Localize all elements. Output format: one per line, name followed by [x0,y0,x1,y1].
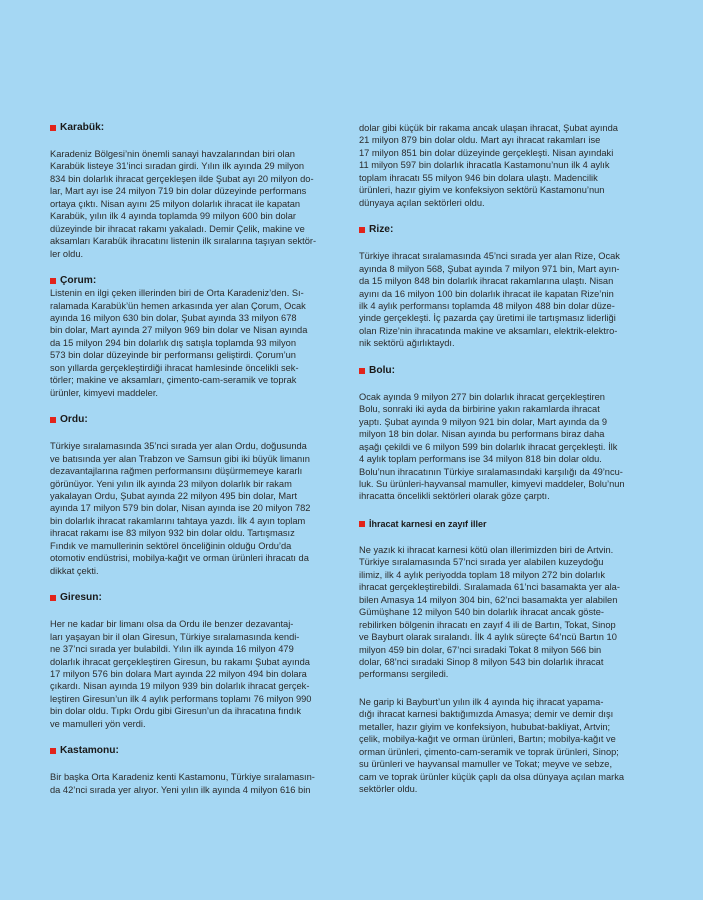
red-square-bullet-icon [50,417,56,423]
red-square-bullet-icon [359,521,365,527]
red-square-bullet-icon [359,227,365,233]
paragraph-rize: Türkiye ihracat sıralamasında 45’nci sırada yer alan Rize, Ocak ayında 8 milyon 568, Şubat ayında 7 milyon 971 bin, Mart ayın- da 15 milyon 848 bin dolarlık ihracat rakamlarına ulaştı. Nisan ayını da 16 milyon 100 bin dolarlık ihracat ile kapatan Rize’nin ilk 4 aylık performansı toplamda 48 milyon 488 bin dolar düze- yinde gerçekleşti. İç pazarda çay üretimi ile tartışmasız liderliği olan Rize’nin ihracatında makine ve aksamları, elektrik-elektro- nik sektörü ağırlıktaydı. [359,251,620,349]
section-heading-kastamonu [50,745,347,757]
section-heading-corum [50,275,347,287]
heading-text: Giresun: [60,592,102,604]
paragraph-kastamonu-continued: dolar gibi küçük bir rakama ancak ulaşan ihracat, Şubat ayında 21 milyon 879 bin dolar oldu. Mart ayı ihracat rakamları ise 17 milyon 851 bin dolar düzeyinde gerçekleşti. Nisan ayındaki 11 milyon 597 bin dolarlık ihracatla Kastamonu’nun ilk 4 aylık toplam ihracatı 55 milyon 946 bin dolara ulaştı. Madencilik ürünleri, hazır giyim ve konfeksiyon sektörü Kastamonu’nun dünyaya açılan sektörleri oldu. [359,123,618,208]
red-square-bullet-icon [50,278,56,284]
paragraph-giresun: Her ne kadar bir limanı olsa da Ordu ile benzer dezavantaj- ları yaşayan bir il olan Giresun, Türkiye sıralamasında kendi- ne 37’nci sırada yer bulabildi. Yılın ilk ayında 16 milyon 479 dolarlık ihracat gerçekleştiren Giresun, bu rakamı Şubat ayında 17 milyon 576 bin dolara Mart ayında 22 milyon 494 bin dolara çıkardı. Nisan ayında 19 milyon 939 bin dolarlık ihracat gerçek- leştiren Giresun’un ilk 4 aylık performans toplamı 76 milyon 990 bin dolar oldu. Tıpkı Ordu gibi Giresun’un da ihracatına fındık ve mamulleri yön verdi. [50,619,312,729]
heading-text: İhracat karnesi en zayıf iller [369,518,487,529]
paragraph-kastamonu-start: Bir başka Orta Karadeniz kenti Kastamonu, Türkiye sıralamasın- da 42’nci sırada yer alıyor. Yeni yılın ilk ayında 4 milyon 616 bin [50,772,315,795]
heading-text: Bolu: [369,364,396,376]
paragraph-corum: Listenin en ilgi çeken illerinden biri de Orta Karadeniz’den. Sı- ralamada Karabük’ün hemen arkasında yer alan Çorum, Ocak ayında 16 milyon 630 bin dolar, Şubat ayında 33 milyon 678 bin dolar, Mart ayında 27 milyon 969 bin dolar ve Nisan ayında da 15 milyon 294 bin dolarlık dış satışla toplamda 93 milyon 573 bin dolar düzeyinde bir performansı geliştirdi. Çorum’un son yıllarda gerçekleştirdiği ihracat hamlesinde öncelikli sek- törler; makine ve aksamları, çimento-cam-seramik ve toprak ürünler, kimyevi maddeler. [50,288,308,398]
paragraph-ordu: Türkiye sıralamasında 35’nci sırada yer alan Ordu, doğusunda ve batısında yer alan Trabzon ve Samsun gibi iki büyük limanın dezavantajlarına rağmen performansını düşürmemeye kararlı görünüyor. Yeni yılın ilk ayında 23 milyon dolarlık bir rakam yakalayan Ordu, Şubat ayında 22 milyon 495 bin dolar, Mart ayında 17 milyon 579 bin dolar, Nisan ayında ise 20 milyon 782 bin dolarlık ihracat rakamlarını tahtaya yazdı. İlk 4 ayın toplam ihracat rakamı ise 83 milyon 932 bin dolar oldu. Tartışmasız Fındık ve mamullerinin sektörel önceliğinin olduğu Ordu’da otomotiv endüstrisi, mobilya-kağıt ve orman ürünleri ihracatı da dikkat çekti. [50,441,311,576]
heading-text: Ordu: [60,414,88,426]
red-square-bullet-icon [50,748,56,754]
heading-text: Karabük: [60,122,105,133]
paragraph-bolu: Ocak ayında 9 milyon 277 bin dolarlık ihracat gerçekleştiren Bolu, sonraki iki ayda da birbirine yakın rakamlarda ihracat yaptı. Şubat ayında 9 milyon 921 bin dolar, Mart ayında da 9 milyon 18 bin dolar. Nisan ayında bu performans biraz daha aşağı çekildi ve 6 milyon 599 bin dolarlık ihracat gerçekleşti. İlk 4 aylık toplam performans ise 34 milyon 818 bin dolar oldu. Bolu’nun ihracatının Türkiye sıralamasındaki karşılığı da 49’ncu- luk. Su ürünleri-hayvansal mamuller, kimyevi maddeler, Bolu’nun ihracatta öncelikli sektörleri olarak göze çarptı. [359,391,625,502]
section-heading-ordu [50,414,347,426]
red-square-bullet-icon [359,368,365,374]
section-heading-karabuk [50,122,347,134]
heading-text: Kastamonu: [60,745,119,757]
section-heading-giresun [50,592,347,604]
right-column [359,122,657,810]
heading-text: Çorum: [60,275,97,287]
red-square-bullet-icon [50,595,56,601]
section-heading-rize [359,224,657,236]
paragraph-weakest-provinces-1: Ne yazık ki ihracat karnesi kötü olan illerimizden biri de Artvin. Türkiye sıralamasında 57’nci sırada yer alabilen kuzeydoğu ilimiz, ilk 4 aylık periyodda toplam 18 milyon 272 bin dolarlık ihracat gerçekleştirebildi. Sıralamada 61’nci basamakta yer ala- bilen Amasya 14 milyon 304 bin, 62’nci basamakta yer alabilen Gümüşhane 12 milyon 540 bin dolarlık ihracat ancak göste- rebilirken bölgenin ihracatı en zayıf 4 ili de Bartın, Tokat, Sinop ve Bayburt olarak sıralandı. İlk 4 aylık süreçte 64’ncü Bartın 10 milyon 459 bin dolar, 67’nci sıradaki Tokat 8 milyon 566 bin dolar, 68’nci sıradaki Sinop 8 milyon 543 bin dolarlık ihracat performansı sergiledi. [359,544,620,680]
heading-text: Rize: [369,224,394,236]
left-column [50,122,347,811]
section-heading-weakest-provinces [359,518,657,530]
paragraph-weakest-provinces-2: Ne garip ki Bayburt’un yılın ilk 4 ayında hiç ihracat yapama- dığı ihracat karnesi baktığımızda Amasya; demir ve demir dışı metaller, hazır giyim ve konfeksiyon, hububat-bakliyat, Artvin; çelik, mobilya-kağıt ve orman ürünleri, Bartın; mobilya-kağıt ve orman ürünleri, çimento-cam-seramik ve toprak ürünleri, Sinop; su ürünleri ve hayvansal mamuller ve Tokat; meyve ve sebze, cam ve toprak ürünler küçük çaplı da olsa dünyaya açılan marka sektörler oldu. [359,696,625,795]
paragraph-karabuk: Karadeniz Bölgesi’nin önemli sanayi havzalarından biri olan Karabük listeye 31’inci sıradan girdi. Yılın ilk ayında 29 milyon 834 bin dolarlık ihracat gerçekleşen ilde Şubat ayı 20 milyon do- lar, Mart ayı ise 24 milyon 719 bin dolar düzeyinde performans ortaya çıktı. Nisan ayını 25 milyon dolarlık ihracat ile kapatan Karabük, yılın ilk 4 ayında toplamda 99 milyon 600 bin dolar düzeyinde bir ihracat rakamı yakaladı. Demir Çelik, makine ve aksamları Karabük ihracatını listenin ilk sıralarına taşıyan sektör- ler oldu. [50,149,317,259]
section-heading-bolu [359,365,657,377]
red-square-bullet-icon [50,125,56,131]
